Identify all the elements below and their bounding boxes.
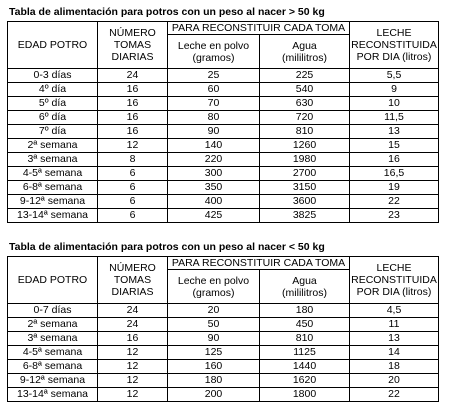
cell-tomas: 6	[98, 181, 168, 195]
header-line: POR DIA (litros)	[356, 286, 432, 298]
cell-leche-polvo: 140	[168, 139, 260, 153]
cell-leche-reconstituida: 20	[350, 374, 439, 388]
table-row	[8, 374, 439, 388]
cell-edad: 3ª semana	[8, 153, 98, 167]
feeding-table	[7, 256, 439, 402]
header-line: TOMAS	[113, 274, 152, 286]
cell-edad: 0-3 días	[8, 69, 98, 83]
cell-edad: 9-12ª semana	[8, 374, 98, 388]
cell-edad: 4-5ª semana	[8, 346, 98, 360]
cell-leche-polvo: 25	[168, 69, 260, 83]
header-line: (mililitros)	[282, 286, 327, 299]
header-line: DIARIAS	[111, 286, 154, 298]
cell-leche-reconstituida: 16,5	[350, 167, 439, 181]
cell-edad: 4º día	[8, 83, 98, 97]
header-agua	[260, 270, 350, 304]
cell-tomas: 6	[98, 195, 168, 209]
cell-leche-reconstituida: 5,5	[350, 69, 439, 83]
header-line: RECONSTITUIDA	[351, 274, 437, 286]
cell-agua: 1260	[260, 139, 350, 153]
header-line: Agua	[292, 274, 317, 287]
header-line: (mililitros)	[282, 51, 327, 64]
cell-tomas: 16	[98, 332, 168, 346]
cell-leche-polvo: 180	[168, 374, 260, 388]
cell-agua: 1620	[260, 374, 350, 388]
header-edad-potro: EDAD POTRO	[8, 257, 98, 304]
cell-leche-polvo: 90	[168, 332, 260, 346]
table-row	[8, 139, 439, 153]
cell-leche-reconstituida: 14	[350, 346, 439, 360]
cell-tomas: 12	[98, 139, 168, 153]
cell-leche-reconstituida: 9	[350, 83, 439, 97]
cell-leche-reconstituida: 23	[350, 209, 439, 223]
header-line: NÚMERO	[109, 262, 156, 274]
cell-edad: 6-8ª semana	[8, 360, 98, 374]
cell-leche-reconstituida: 10	[350, 97, 439, 111]
cell-agua: 810	[260, 125, 350, 139]
table-row	[8, 167, 439, 181]
table-body	[8, 69, 439, 223]
cell-agua: 225	[260, 69, 350, 83]
cell-tomas: 6	[98, 209, 168, 223]
cell-leche-reconstituida: 11	[350, 318, 439, 332]
header-line: NÚMERO	[109, 27, 156, 39]
cell-leche-reconstituida: 13	[350, 125, 439, 139]
cell-edad: 2ª semana	[8, 139, 98, 153]
table-row	[8, 346, 439, 360]
table-row	[8, 195, 439, 209]
cell-leche-reconstituida: 16	[350, 153, 439, 167]
table-row	[8, 209, 439, 223]
cell-tomas: 16	[98, 125, 168, 139]
cell-leche-polvo: 350	[168, 181, 260, 195]
cell-tomas: 16	[98, 83, 168, 97]
table-row	[8, 304, 439, 318]
cell-agua: 180	[260, 304, 350, 318]
table-row	[8, 125, 439, 139]
header-line: (gramos)	[192, 51, 235, 64]
header-line: LECHE	[376, 27, 412, 39]
table-row	[8, 153, 439, 167]
cell-edad: 13-14ª semana	[8, 209, 98, 223]
header-leche-reconstituida	[350, 257, 439, 304]
cell-edad: 4-5ª semana	[8, 167, 98, 181]
feeding-table-section-light	[7, 241, 438, 402]
cell-agua: 1440	[260, 360, 350, 374]
cell-agua: 1125	[260, 346, 350, 360]
cell-agua: 3600	[260, 195, 350, 209]
cell-agua: 1800	[260, 388, 350, 402]
header-leche-reconstituida	[350, 22, 439, 69]
table-row	[8, 318, 439, 332]
header-agua	[260, 35, 350, 69]
cell-agua: 810	[260, 332, 350, 346]
cell-agua: 720	[260, 111, 350, 125]
cell-tomas: 24	[98, 69, 168, 83]
cell-leche-polvo: 200	[168, 388, 260, 402]
table-row	[8, 388, 439, 402]
table-row	[8, 360, 439, 374]
cell-edad: 0-7 días	[8, 304, 98, 318]
cell-agua: 1980	[260, 153, 350, 167]
cell-leche-reconstituida: 22	[350, 388, 439, 402]
cell-leche-polvo: 160	[168, 360, 260, 374]
cell-leche-reconstituida: 4,5	[350, 304, 439, 318]
header-line: (gramos)	[192, 286, 235, 299]
cell-tomas: 6	[98, 167, 168, 181]
table-row	[8, 332, 439, 346]
cell-tomas: 24	[98, 318, 168, 332]
header-line: RECONSTITUIDA	[351, 39, 437, 51]
table-row	[8, 111, 439, 125]
cell-agua: 540	[260, 83, 350, 97]
cell-leche-polvo: 220	[168, 153, 260, 167]
header-line: TOMAS	[113, 39, 152, 51]
header-leche-polvo	[168, 35, 260, 69]
cell-leche-polvo: 20	[168, 304, 260, 318]
table-title: Tabla de alimentación para potros con un peso al nacer < 50 kg	[9, 241, 325, 253]
cell-edad: 13-14ª semana	[8, 388, 98, 402]
table-row	[8, 181, 439, 195]
cell-leche-polvo: 60	[168, 83, 260, 97]
header-edad-potro: EDAD POTRO	[8, 22, 98, 69]
cell-tomas: 12	[98, 388, 168, 402]
cell-tomas: 12	[98, 374, 168, 388]
cell-edad: 2ª semana	[8, 318, 98, 332]
header-para-reconstituir: PARA RECONSTITUIR CADA TOMA	[168, 22, 350, 35]
cell-edad: 9-12ª semana	[8, 195, 98, 209]
cell-leche-polvo: 400	[168, 195, 260, 209]
cell-tomas: 16	[98, 97, 168, 111]
cell-leche-polvo: 90	[168, 125, 260, 139]
header-line: POR DIA (litros)	[356, 51, 432, 63]
header-leche-polvo	[168, 270, 260, 304]
cell-leche-polvo: 70	[168, 97, 260, 111]
cell-agua: 3150	[260, 181, 350, 195]
cell-tomas: 12	[98, 346, 168, 360]
table-body	[8, 304, 439, 402]
cell-leche-reconstituida: 22	[350, 195, 439, 209]
cell-edad: 6º día	[8, 111, 98, 125]
cell-leche-polvo: 300	[168, 167, 260, 181]
cell-leche-reconstituida: 19	[350, 181, 439, 195]
table-row	[8, 97, 439, 111]
cell-agua: 630	[260, 97, 350, 111]
cell-leche-polvo: 425	[168, 209, 260, 223]
cell-leche-reconstituida: 18	[350, 360, 439, 374]
header-para-reconstituir: PARA RECONSTITUIR CADA TOMA	[168, 257, 350, 270]
header-line: Leche en polvo	[177, 39, 250, 52]
cell-agua: 3825	[260, 209, 350, 223]
header-line: Leche en polvo	[177, 274, 250, 287]
cell-edad: 7º día	[8, 125, 98, 139]
header-line: Agua	[292, 39, 317, 52]
header-line: DIARIAS	[111, 51, 154, 63]
cell-edad: 6-8ª semana	[8, 181, 98, 195]
cell-edad: 3ª semana	[8, 332, 98, 346]
table-row	[8, 69, 439, 83]
cell-tomas: 16	[98, 111, 168, 125]
cell-leche-polvo: 50	[168, 318, 260, 332]
cell-agua: 2700	[260, 167, 350, 181]
cell-tomas: 24	[98, 304, 168, 318]
cell-edad: 5º día	[8, 97, 98, 111]
cell-leche-reconstituida: 11,5	[350, 111, 439, 125]
cell-leche-reconstituida: 15	[350, 139, 439, 153]
header-line: LECHE	[376, 262, 412, 274]
cell-agua: 450	[260, 318, 350, 332]
header-numero-tomas	[98, 257, 168, 304]
cell-tomas: 12	[98, 360, 168, 374]
cell-leche-polvo: 125	[168, 346, 260, 360]
header-numero-tomas	[98, 22, 168, 69]
feeding-table-section-heavy	[7, 6, 438, 223]
table-title: Tabla de alimentación para potros con un peso al nacer > 50 kg	[9, 6, 325, 18]
cell-tomas: 8	[98, 153, 168, 167]
cell-leche-reconstituida: 13	[350, 332, 439, 346]
feeding-table	[7, 21, 439, 223]
cell-leche-polvo: 80	[168, 111, 260, 125]
table-row	[8, 83, 439, 97]
